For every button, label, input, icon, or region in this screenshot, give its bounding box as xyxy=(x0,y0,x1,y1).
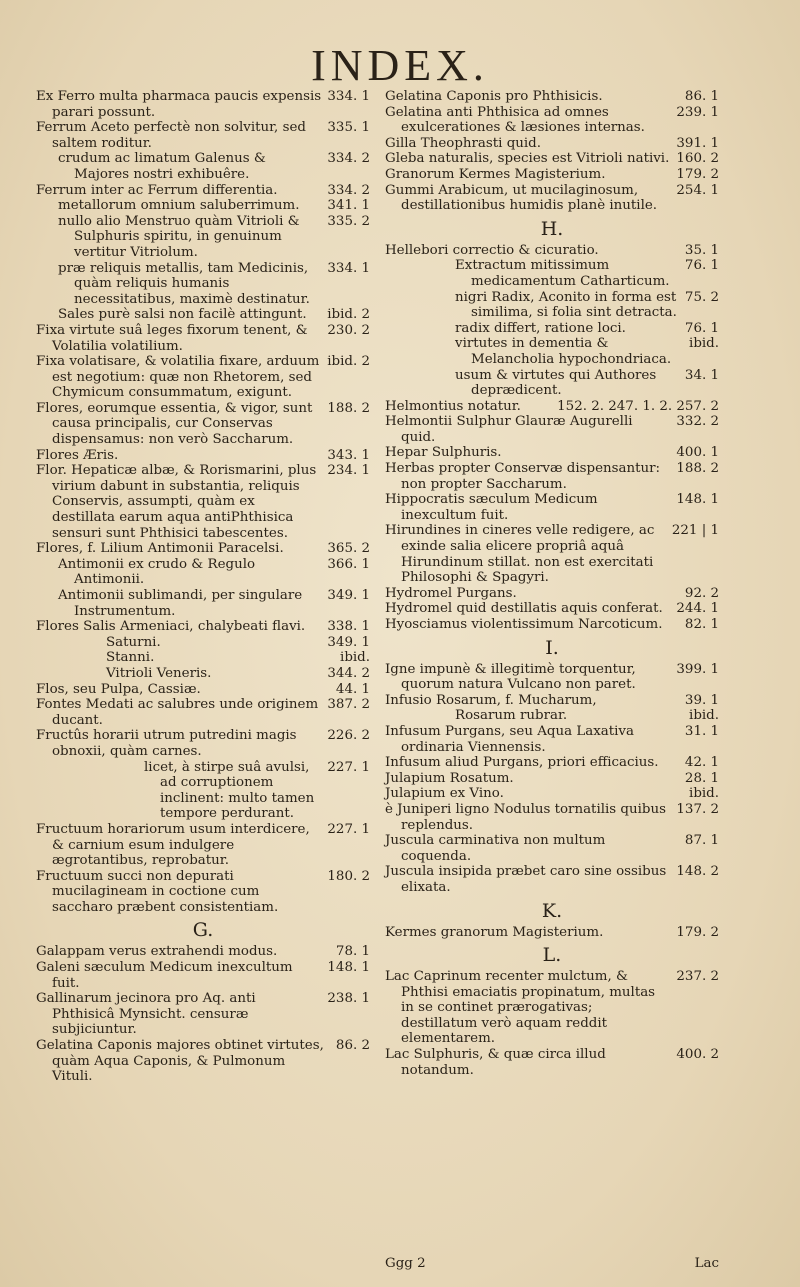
index-entry xyxy=(36,448,370,464)
entry-page-ref: 148. 1 xyxy=(327,960,370,976)
entry-page-ref: 188. 2 xyxy=(676,461,719,477)
entry-page-ref: 31. 1 xyxy=(684,723,719,739)
entry-page-ref: 75. 2 xyxy=(684,289,719,305)
entry-text: Gelatina anti Phthisica ad omnes exulcerationes & læsiones internas. xyxy=(385,104,645,136)
entry-page-ref: 230. 2 xyxy=(327,322,370,338)
entry-text: Helmontius notatur. xyxy=(385,398,521,414)
entry-text: præ reliquis metallis, tam Medicinis, quàm reliquis humanis necessitatibus, maximè destinatur. xyxy=(58,260,310,307)
entry-text: Sales purè salsi non facilè attingunt. xyxy=(58,307,307,323)
entry-page-ref: 344. 2 xyxy=(327,665,370,681)
entry-page-ref: 148. 2 xyxy=(676,864,719,880)
index-entry xyxy=(36,354,370,401)
entry-text: Hydromel Purgans. xyxy=(385,585,517,601)
entry-page-ref: 335. 2 xyxy=(327,213,370,229)
index-entry xyxy=(385,414,719,445)
index-entry xyxy=(36,991,370,1038)
entry-page-ref: 179. 2 xyxy=(676,924,719,940)
entry-text: Flores, eorumque essentia, & vigor, sunt causa principalis, cur Conservas dispensamus: non verò Saccharum. xyxy=(36,400,313,448)
entry-page-ref: 39. 1 xyxy=(684,692,719,708)
entry-text: Hellebori correctio & cicuratio. xyxy=(385,242,599,258)
entry-page-ref: 334. 2 xyxy=(327,151,370,167)
entry-text: Ferrum inter ac Ferrum differentia. xyxy=(36,182,278,198)
entry-text: nullo alio Menstruo quàm Vitrioli & Sulphuris spiritu, in genuinum vertitur Vitriolum. xyxy=(58,213,300,260)
index-entry xyxy=(385,755,719,771)
entry-text: Julapium Rosatum. xyxy=(385,770,514,786)
entry-text: crudum ac limatum Galenus & Majores nostri exhibuêre. xyxy=(58,151,266,182)
entry-page-ref: 341. 1 xyxy=(327,198,370,214)
entry-text: virtutes in dementia & Melancholia hypochondriaca. xyxy=(455,336,672,367)
entry-page-ref: 254. 1 xyxy=(676,182,719,198)
entry-page-ref: 334. 1 xyxy=(327,260,370,276)
index-entry xyxy=(36,682,370,698)
index-entry xyxy=(36,214,370,261)
entry-text: metallorum omnium saluberrimum. xyxy=(58,198,300,214)
index-entry xyxy=(36,697,370,728)
entry-text: Hydromel quid destillatis aquis conferat. xyxy=(385,601,663,617)
entry-page-ref: 349. 1 xyxy=(327,588,370,603)
index-entry xyxy=(385,969,719,1047)
index-entry xyxy=(385,693,719,709)
index-entry xyxy=(385,167,719,183)
entry-page-ref: 78. 1 xyxy=(335,944,370,960)
index-entry xyxy=(385,523,719,585)
index-entry xyxy=(385,925,719,941)
entry-text: Fructuum horariorum usum interdicere, & carnium esum indulgere ægrotantibus, reprobatur. xyxy=(36,821,310,869)
entry-text: Julapium ex Vino. xyxy=(385,786,504,802)
index-entry xyxy=(36,728,370,759)
index-entry xyxy=(385,399,719,415)
entry-text: Fructuum succi non depurati mucilagineam in coctione cum saccharo præbent consistentiam. xyxy=(36,868,279,915)
index-entry xyxy=(385,833,719,864)
entry-text: licet, à stirpe suâ avulsi, ad corruptionem inclinent: multo tamen tempore perdurant. xyxy=(144,759,315,822)
entry-text: Juscula insipida præbet caro sine ossibus elixata. xyxy=(385,864,667,895)
entry-page-ref: 343. 1 xyxy=(327,447,370,463)
entry-text: Gummi Arabicum, ut mucilaginosum, destillationibus humidis planè inutile. xyxy=(385,182,658,214)
entry-page-ref: 137. 2 xyxy=(676,801,719,817)
entry-page-ref: 234. 1 xyxy=(327,463,370,479)
index-entry xyxy=(36,588,370,619)
entry-page-ref: 87. 1 xyxy=(684,833,719,849)
entry-page-ref: 86. 2 xyxy=(335,1038,370,1054)
entry-page-ref: 180. 2 xyxy=(327,868,370,884)
index-entry xyxy=(385,771,719,787)
index-entry xyxy=(36,1038,370,1085)
index-entry xyxy=(36,619,370,635)
entry-text: Fixa virtute suâ leges fixorum tenent, & Volatilia volatilium. xyxy=(36,322,308,354)
entry-text: Flor. Hepaticæ albæ, & Rorismarini, plus virium dabunt in substantia, reliquis Conservis, assumpti, quàm ex destillata earum aqua antiPhthisica sensuri sunt Phthisici tabescentes. xyxy=(36,463,317,541)
entry-page-ref: ibid. xyxy=(689,708,719,724)
entry-text: Lac Caprinum recenter mulctum, & Phthisi emaciatis propinatum, multas in se continet prærogativas; destillatum verò aquam reddit elementarem. xyxy=(385,969,656,1047)
index-entry xyxy=(36,183,370,199)
index-entry xyxy=(385,258,719,289)
page-title: INDEX. xyxy=(311,41,489,90)
entry-page-ref: 391. 1 xyxy=(676,135,719,151)
entry-page-ref: 400. 2 xyxy=(676,1047,719,1063)
index-entry xyxy=(36,151,370,182)
index-entry xyxy=(385,151,719,167)
entry-text: Infusum Purgans, seu Aqua Laxativa ordinaria Viennensis. xyxy=(385,723,634,755)
entry-page-ref: 160. 2 xyxy=(676,151,719,167)
index-entry xyxy=(385,617,719,633)
index-entry xyxy=(36,323,370,354)
index-entry xyxy=(385,243,719,259)
entry-page-ref: 221 | 1 xyxy=(671,523,719,539)
index-entry xyxy=(385,290,719,321)
entry-text: Gilla Theophrasti quid. xyxy=(385,135,542,151)
entry-text: Fructûs horarii utrum putredini magis obnoxii, quàm carnes. xyxy=(36,728,297,759)
entry-page-ref: 82. 1 xyxy=(684,617,719,632)
entry-text: Hippocratis sæculum Medicum inexcultum fuit. xyxy=(385,492,598,523)
index-entry xyxy=(36,401,370,448)
index-entry xyxy=(36,120,370,151)
entry-text: Juscula carminativa non multum coquenda. xyxy=(385,833,606,864)
index-entry xyxy=(36,261,370,308)
index-entry xyxy=(385,601,719,617)
entry-page-ref: 44. 1 xyxy=(335,681,370,697)
index-entry xyxy=(36,869,370,916)
entry-page-ref: 42. 1 xyxy=(684,755,719,771)
entry-text: Lac Sulphuris, & quæ circa illud notandum. xyxy=(385,1047,606,1078)
entry-page-ref: 28. 1 xyxy=(684,770,719,786)
index-entry xyxy=(36,944,370,960)
entry-text: Galappam verus extrahendi modus. xyxy=(36,944,278,960)
index-entry xyxy=(36,541,370,557)
index-entry xyxy=(385,368,719,399)
entry-text: Ferrum Aceto perfectè non solvitur, sed saltem roditur. xyxy=(36,120,306,151)
entry-text: Extractum mitissimum medicamentum Catharticum. xyxy=(455,258,670,289)
entry-page-ref: 399. 1 xyxy=(676,661,719,677)
entry-page-ref: ibid. xyxy=(340,650,370,666)
entry-text: usum & virtutes qui Authores deprædicent. xyxy=(455,367,657,399)
entry-page-ref: ibid. 2 xyxy=(327,307,370,323)
entry-text: è Juniperi ligno Nodulus tornatilis quibus replendus. xyxy=(385,801,666,833)
index-entry xyxy=(36,307,370,323)
entry-text: Galeni sæculum Medicum inexcultum fuit. xyxy=(36,960,293,991)
index-entry xyxy=(36,198,370,214)
entry-text: Fontes Medati ac salubres unde originem ducant. xyxy=(36,697,319,728)
entry-text: Herbas propter Conservæ dispensantur: non propter Saccharum. xyxy=(385,461,661,492)
entry-page-ref: 227. 1 xyxy=(327,821,370,837)
entry-text: Saturni. xyxy=(106,634,161,650)
entry-text: Gleba naturalis, species est Vitrioli nativi. xyxy=(385,151,670,167)
index-entry xyxy=(36,557,370,588)
right-column xyxy=(385,89,719,1078)
entry-text: Hyosciamus violentissimum Narcoticum. xyxy=(385,617,663,632)
entry-text: Ex Ferro multa pharmaca paucis expensis parari possunt. xyxy=(36,89,322,120)
entry-text: Gallinarum jecinora pro Aq. anti Phthisicâ Mynsicht. censuræ subjiciuntur. xyxy=(36,991,256,1038)
entry-page-ref: 239. 1 xyxy=(676,104,719,120)
index-entry xyxy=(36,666,370,682)
entry-page-ref: 334. 1 xyxy=(327,89,370,104)
entry-page-ref: 227. 1 xyxy=(327,759,370,775)
index-entry xyxy=(36,960,370,991)
section-letter: L. xyxy=(542,944,562,967)
index-entry xyxy=(36,822,370,869)
entry-page-ref: 179. 2 xyxy=(676,166,719,182)
index-entry xyxy=(385,183,719,214)
entry-text: Kermes granorum Magisterium. xyxy=(385,924,604,940)
index-entry xyxy=(385,445,719,461)
entry-page-ref: 226. 2 xyxy=(327,728,370,744)
entry-text: Vitrioli Veneris. xyxy=(106,665,212,681)
entry-text: Flores Salis Armeniaci, chalybeati flavi. xyxy=(36,619,306,635)
entry-text: Fixa volatisare, & volatilia fixare, arduum est negotium: quæ non Rhetorem, sed Chymicum consummatum, exigunt. xyxy=(36,354,320,401)
entry-text: Stanni. xyxy=(106,650,155,666)
index-entry xyxy=(385,864,719,895)
entry-page-ref: ibid. 2 xyxy=(327,354,370,370)
entry-page-ref: 237. 2 xyxy=(676,969,719,985)
entry-text: nigri Radix, Aconito in forma est similima, si folia sint detracta. xyxy=(455,289,677,321)
index-entry xyxy=(385,724,719,755)
entry-page-ref: 349. 1 xyxy=(327,634,370,650)
index-entry xyxy=(36,650,370,666)
entry-text: Rosarum rubrar. xyxy=(455,708,568,724)
index-entry xyxy=(385,662,719,693)
index-entry xyxy=(36,463,370,541)
entry-text: Infusio Rosarum, f. Mucharum, xyxy=(385,692,597,708)
entry-text: Gelatina Caponis pro Phthisicis. xyxy=(385,89,603,104)
entry-page-ref: 365. 2 xyxy=(327,541,370,557)
entry-page-ref: 335. 1 xyxy=(327,120,370,136)
index-entry xyxy=(36,760,370,822)
entry-text: Igne impunè & illegitimè torquentur, quorum natura Vulcano non paret. xyxy=(385,661,636,693)
entry-text: Granorum Kermes Magisterium. xyxy=(385,166,606,182)
signature-mark: Ggg 2 xyxy=(385,1256,426,1271)
entry-text: Flos, seu Pulpa, Cassiæ. xyxy=(36,681,201,697)
entry-page-ref: 366. 1 xyxy=(327,556,370,572)
entry-page-ref: 35. 1 xyxy=(684,242,719,258)
entry-text: Flores Æris. xyxy=(36,447,119,463)
section-letter: K. xyxy=(541,899,563,922)
entry-page-ref: 92. 2 xyxy=(684,585,719,601)
index-entry xyxy=(385,802,719,833)
index-entry xyxy=(385,105,719,136)
entry-text: Antimonii sublimandi, per singulare Instrumentum. xyxy=(58,588,303,619)
index-entry xyxy=(385,321,719,337)
entry-page-ref: 338. 1 xyxy=(327,619,370,635)
index-entry xyxy=(385,586,719,602)
entry-text: Antimonii ex crudo & Regulo Antimonii. xyxy=(58,556,256,588)
entry-text: Flores, f. Lilium Antimonii Paracelsi. xyxy=(36,541,284,557)
entry-page-ref: 152. 2. 247. 1. 2. 257. 2 xyxy=(557,398,719,414)
index-entry xyxy=(36,89,370,120)
index-entry xyxy=(385,708,719,724)
entry-page-ref: 400. 1 xyxy=(676,445,719,461)
entry-text: Gelatina Caponis majores obtinet virtutes, quàm Aqua Caponis, & Pulmonum Vituli. xyxy=(36,1038,324,1085)
entry-page-ref: 148. 1 xyxy=(676,492,719,508)
section-letter: I. xyxy=(545,636,559,659)
entry-page-ref: 76. 1 xyxy=(684,320,719,336)
index-entry xyxy=(385,786,719,802)
index-entry xyxy=(385,1047,719,1078)
entry-page-ref: 86. 1 xyxy=(684,89,719,104)
entry-text: Infusum aliud Purgans, priori efficacius. xyxy=(385,755,659,771)
entry-page-ref: 334. 2 xyxy=(327,182,370,198)
index-entry xyxy=(385,492,719,523)
section-letter: H. xyxy=(540,217,564,240)
entry-page-ref: 34. 1 xyxy=(684,367,719,383)
entry-page-ref: 387. 2 xyxy=(327,697,370,713)
section-letter: G. xyxy=(192,919,214,942)
entry-text: radix differt, ratione loci. xyxy=(455,320,626,336)
index-entry xyxy=(36,635,370,651)
entry-text: Helmontii Sulphur Glauræ Augurelli quid. xyxy=(385,414,633,445)
catchword: Lac xyxy=(694,1256,719,1271)
index-entry xyxy=(385,136,719,152)
entry-page-ref: 238. 1 xyxy=(327,991,370,1007)
entry-page-ref: ibid. xyxy=(689,786,719,802)
entry-page-ref: ibid. xyxy=(689,336,719,352)
entry-page-ref: 244. 1 xyxy=(676,601,719,617)
entry-text: Hepar Sulphuris. xyxy=(385,445,502,461)
index-entry xyxy=(385,89,719,105)
index-entry xyxy=(385,336,719,367)
index-entry xyxy=(385,461,719,492)
left-column xyxy=(36,89,370,1085)
entry-page-ref: 188. 2 xyxy=(327,400,370,416)
entry-page-ref: 332. 2 xyxy=(676,414,719,430)
entry-text: Hirundines in cineres velle redigere, ac exinde salia elicere propriâ aquâ Hirundinum stillat. non est exercitati Philosophi & Spagyri. xyxy=(385,523,655,586)
entry-page-ref: 76. 1 xyxy=(684,258,719,274)
